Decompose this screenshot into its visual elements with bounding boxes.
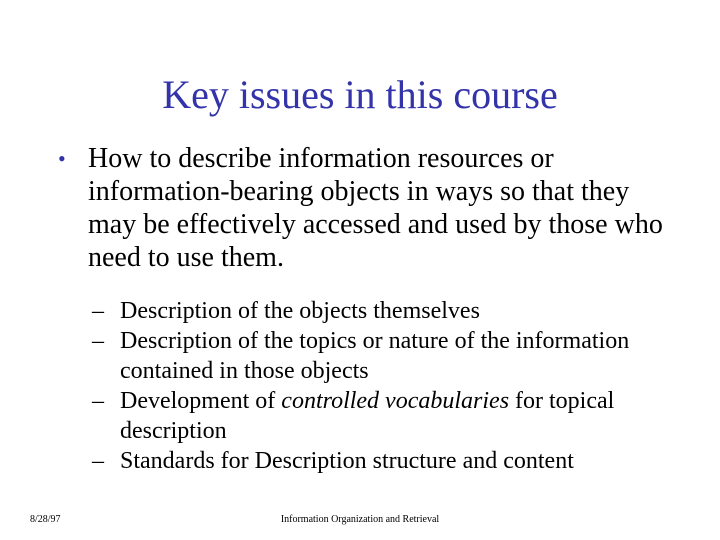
dash-icon: – — [92, 298, 104, 324]
dash-icon: – — [92, 448, 104, 474]
sub-bullet-text: Standards for Description structure and content — [120, 448, 574, 474]
sub-bullet-list — [92, 296, 692, 476]
sub-bullet-item — [92, 296, 692, 326]
sub-bullet-item — [92, 326, 692, 386]
dash-icon: – — [92, 328, 104, 354]
footer-date: 8/28/97 — [30, 514, 61, 525]
sub-bullet-text: Description of the objects themselves — [120, 298, 480, 324]
sub-bullet-item — [92, 446, 692, 476]
sub-bullet-emphasis: controlled vocabularies — [281, 388, 510, 414]
footer-title: Information Organization and Retrieval — [280, 514, 440, 525]
sub-bullet-text-after: for topical description — [120, 388, 615, 444]
sub-bullet-item — [92, 386, 692, 446]
slide-title: Key issues in this course — [162, 72, 558, 117]
sub-bullet-text-before: Development of — [120, 388, 282, 414]
main-bullet-text: How to describe information resources or information-bearing objects in ways so that they may be effectively accessed and used by those who need to use them. — [88, 143, 663, 273]
sub-bullet-text: Description of the topics or nature of the information contained in those objects — [120, 328, 630, 384]
bullet-dot-icon: • — [58, 146, 66, 171]
dash-icon: – — [92, 388, 104, 414]
